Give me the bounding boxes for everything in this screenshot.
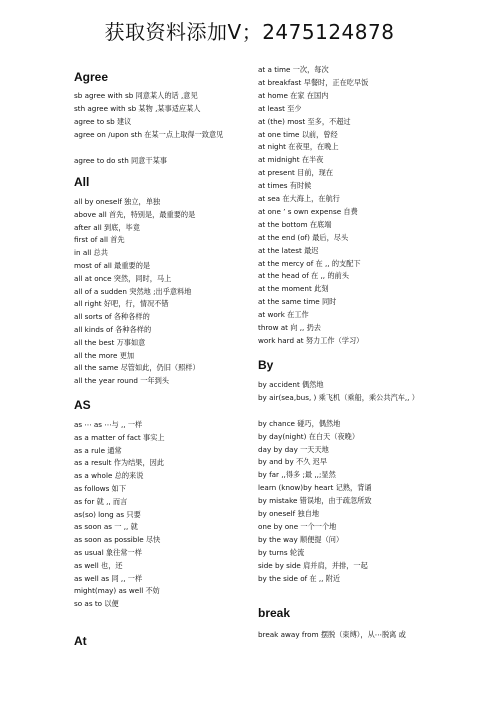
list-item: at sea 在大海上，在航行	[258, 194, 340, 203]
list-item: so as to 以便	[74, 599, 119, 609]
list-item: all right 好吧，行，情况不错	[74, 299, 169, 309]
list-item: as(so) long as 只要	[74, 509, 141, 519]
list-item: by oneself 独自地	[258, 509, 320, 518]
list-item: as a rule 通常	[74, 445, 122, 455]
list-item: agree on /upon sth 在某一点上取得一致意见	[74, 129, 224, 139]
list-item: all of a sudden 突然地 ;出乎意料地	[74, 286, 192, 296]
list-item: at work 在工作	[258, 310, 309, 320]
list-item: by accident 偶然地	[258, 380, 324, 389]
list-item: as well 也，还	[74, 560, 123, 570]
list-item: side by side 肩并肩，并排，一起	[258, 560, 368, 570]
list-item: first of all 首先	[74, 235, 125, 245]
list-item: at midnight 在半夜	[258, 155, 324, 165]
section-title-as: AS	[74, 398, 91, 412]
list-item: at (the) most 至多，不超过	[258, 116, 351, 126]
list-item: sth agree with sb 某物 ,某事适应某人	[74, 103, 201, 113]
list-item: in all 总共	[74, 248, 108, 258]
section-title-break: break	[258, 606, 291, 620]
list-item: at the mercy of 在 ,, 的支配下	[258, 258, 361, 268]
list-item: at the end (of) 最后，尽头	[258, 232, 349, 242]
list-item: at the head of 在 ,, 的前头	[258, 271, 349, 281]
list-item: at one ’ s own expense 自费	[258, 206, 358, 216]
list-item: work hard at 努力工作（学习）	[258, 335, 364, 345]
section-title-all: All	[74, 175, 90, 189]
list-item: as usual 象往常一样	[74, 548, 142, 557]
list-item: at present 目前，现在	[258, 168, 334, 178]
section-title-by: By	[258, 358, 274, 372]
list-item: by day(night) 在白天（夜晚）	[258, 431, 360, 441]
list-item: all at once 突然，同时，马上	[74, 273, 172, 283]
list-item: by and by 不久 迟早	[258, 457, 328, 467]
list-item: one by one 一个一个地	[258, 521, 337, 531]
list-item: at the latest 最迟	[258, 245, 319, 255]
list-item: at a time 一次，每次	[258, 65, 329, 74]
list-item: after all 到底，毕竟	[74, 222, 140, 232]
list-item: as soon as 一 ,, 就	[74, 522, 138, 532]
list-item: by the side of 在 ,, 附近	[258, 573, 341, 583]
list-item: agree to sb 建议	[74, 116, 132, 126]
list-item: all sorts of 各种各样的	[74, 312, 150, 322]
list-item: all the best 万事如意	[74, 337, 146, 347]
list-item: might(may) as well 不妨	[74, 586, 160, 596]
list-item: as for 就 ,, 而言	[74, 496, 128, 506]
list-item: as a result 作为结果，因此	[74, 458, 165, 468]
list-item: at breakfast 早餐时，正在吃早饭	[258, 77, 369, 87]
list-item: by air(sea,bus, ) 乘飞机（乘船，乘公共汽车,, ）	[258, 392, 419, 402]
list-item: all the more 更加	[74, 350, 135, 360]
section-title-agree: Agree	[74, 70, 109, 84]
list-item: sb agree with sb 同意某人的话 ,意见	[74, 91, 198, 100]
watermark-banner: 获取资料添加V；2475124878	[104, 20, 395, 44]
list-item: at times 有时候	[258, 181, 312, 191]
list-item: at one time 以前，曾经	[258, 129, 338, 139]
section-title-at: At	[74, 634, 87, 648]
list-item: by chance 碰巧，偶然地	[258, 418, 341, 428]
list-item: at the bottom 在底端	[258, 219, 332, 229]
list-item: agree to do sth 同意干某事	[74, 155, 167, 165]
list-item: by the way 顺便提（问）	[258, 534, 344, 544]
list-item: throw at 向 ,, 扔去	[258, 323, 321, 332]
list-item: all the year round 一年到头	[74, 376, 169, 386]
list-item: all kinds of 各种各样的	[74, 325, 152, 334]
list-item: break away from 摆脱（束缚），从⋯脱离 或	[258, 630, 406, 639]
list-item: learn (know)by heart 记熟，背诵	[258, 483, 372, 493]
list-item: by far ,,得多 ;最 ,,;显然	[258, 470, 336, 480]
list-item: at the moment 此刻	[258, 284, 329, 294]
list-item: at night 在夜里，在晚上	[258, 142, 339, 152]
list-item: as follows 如下	[74, 484, 127, 493]
list-item: as a whole 总的来说	[74, 471, 144, 481]
list-item: all the same 尽管如此，仍旧（照样）	[74, 363, 200, 373]
list-item: at least 至少	[258, 103, 302, 113]
list-item: as a matter of fact 事实上	[74, 432, 165, 442]
list-item: most of all 最重要的是	[74, 261, 151, 270]
list-item: as well as 同 ,, 一样	[74, 573, 143, 583]
list-item: above all 首先，特别是，最重要的是	[74, 209, 196, 219]
list-item: at the same time 同时	[258, 297, 337, 307]
list-item: all by oneself 独立，单独	[74, 197, 161, 206]
list-item: by turns 轮流	[258, 547, 305, 557]
list-item: day by day 一天天地	[258, 444, 329, 454]
list-item: as soon as possible 尽快	[74, 535, 161, 545]
list-item: as ⋯ as ⋯与 ,, 一样	[74, 420, 143, 429]
list-item: by mistake 错误地，由于疏忽所致	[258, 496, 372, 506]
list-item: at home 在家 在国内	[258, 90, 329, 100]
